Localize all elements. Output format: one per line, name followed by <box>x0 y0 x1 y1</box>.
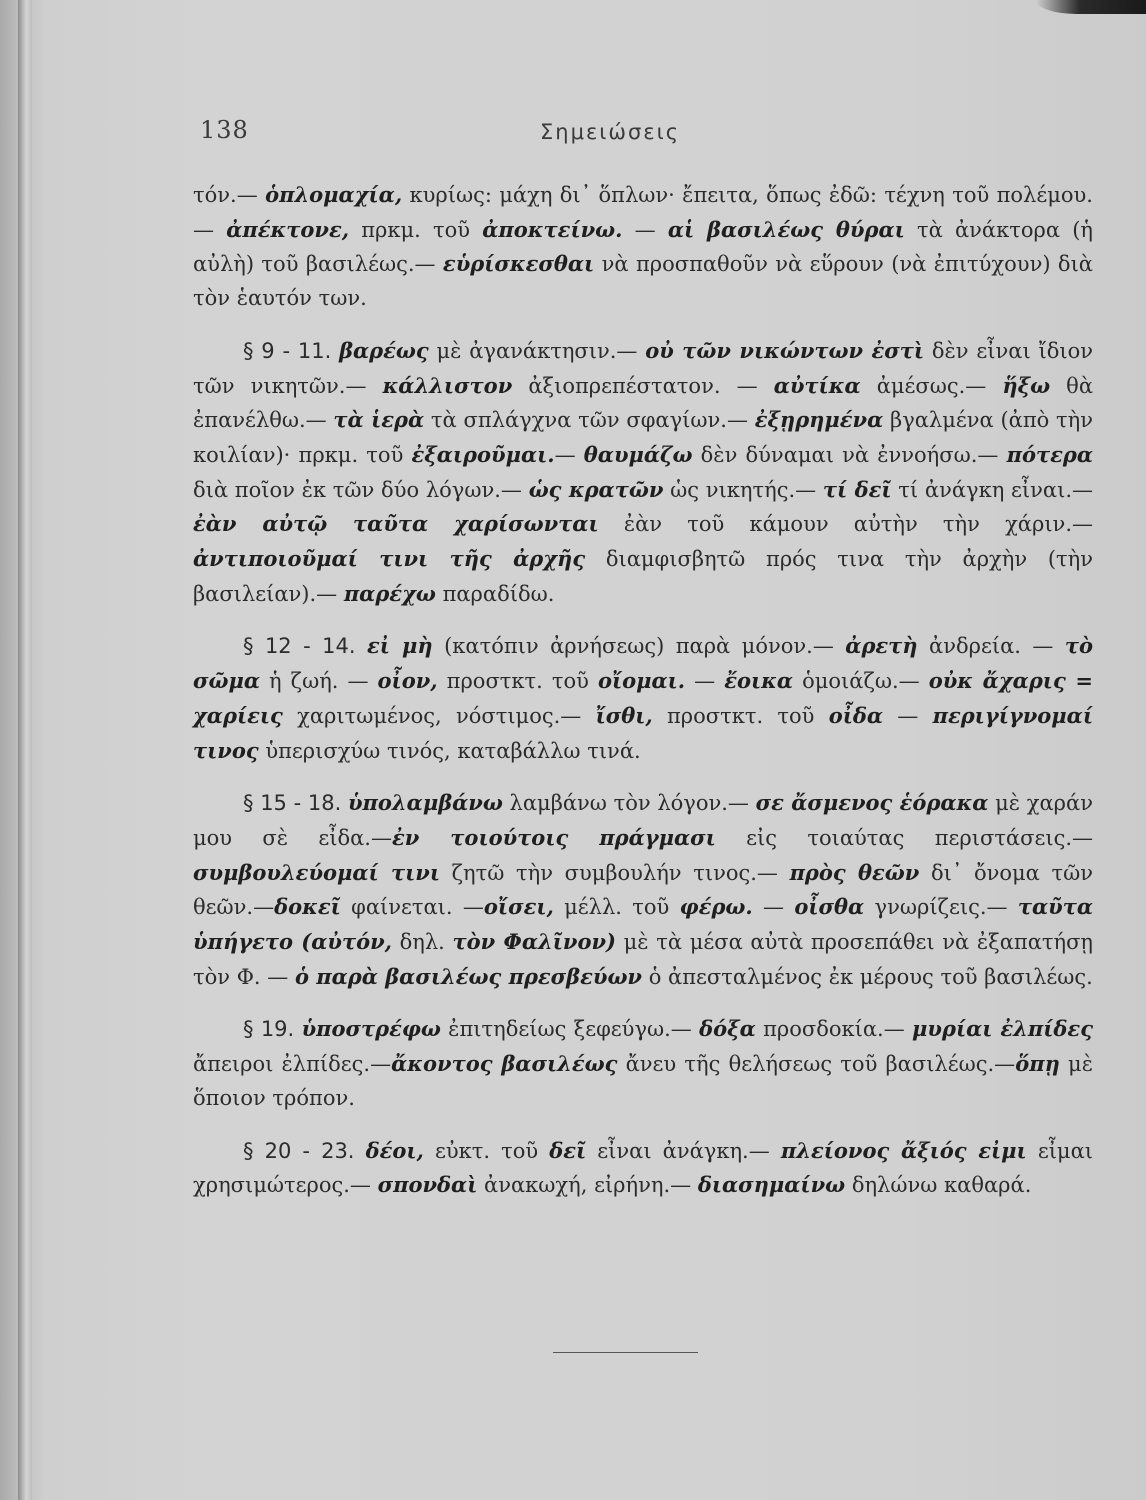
gloss-text: φαίνεται. — <box>340 895 484 920</box>
note-paragraph <box>193 1134 1093 1203</box>
note-paragraph <box>193 629 1093 768</box>
lemma: σε ἄσμενος ἑόρακα <box>755 790 989 816</box>
gloss-text: (κατόπιν ἀρνήσεως) παρὰ μόνον.— <box>432 634 846 659</box>
page-number: 138 <box>200 116 249 144</box>
gloss-text: ἀνακωχή, εἰρήνη.— <box>477 1173 698 1198</box>
lemma: ἥξω <box>1002 372 1051 398</box>
gloss-text: μὲ ὅποιον τρόπον. <box>193 1052 1093 1110</box>
lemma: τὸ σῶμα <box>193 633 1093 694</box>
section-label: § 19. <box>243 1017 295 1042</box>
lemma: ἴσθι, <box>595 702 653 728</box>
lemma: συμβουλεύομαί τινι <box>193 859 441 885</box>
gloss-text: εἶμαι χρησιμώτερος.— <box>193 1138 1093 1198</box>
gloss-text: εὐκτ. τοῦ <box>423 1138 550 1163</box>
lemma: ἐν τοιούτοις πράγμασι <box>391 824 716 850</box>
note-paragraph <box>193 786 1093 994</box>
gloss-text: ὁ ἀπεσταλμένος ἐκ μέρους τοῦ βασιλέως. <box>642 964 1093 989</box>
lemma: πότερα <box>1006 441 1093 467</box>
gloss-text: — <box>752 895 795 920</box>
section-label: § 15 - 18. <box>243 791 342 816</box>
gloss-text: προστκτ. τοῦ <box>652 703 829 728</box>
gloss-text: διὰ ποῖον ἐκ τῶν δύο λόγων.— <box>193 477 529 502</box>
gloss-text: ἐπιτηδείως ξεφεύγω.— <box>440 1017 700 1042</box>
gloss-text: προσδοκία.— <box>755 1017 913 1042</box>
gloss-text: παραδίδω. <box>435 581 555 606</box>
lemma: εἰ μὴ <box>367 633 433 659</box>
lemma: ἀποκτείνω. <box>482 216 623 242</box>
lemma: ὁπλομαχία, <box>265 182 403 207</box>
lemma: οἴομαι. <box>597 668 686 694</box>
page-binding-edge <box>18 0 32 1500</box>
page-header <box>0 116 1146 156</box>
end-rule <box>553 1352 698 1353</box>
lemma: ἔοικα <box>724 668 794 694</box>
lemma: ὑπολαμβάνω <box>347 790 503 816</box>
lemma: πρὸς θεῶν <box>789 859 920 885</box>
gloss-text: ἄπειροι ἐλπίδες.— <box>193 1052 392 1077</box>
lemma: τὰ ἱερὰ <box>333 407 425 433</box>
gloss-text: τὰ σπλάγχνα τῶν σφαγίων.— <box>424 408 755 433</box>
lemma: οἶσθα <box>794 894 865 920</box>
lemma: οὐκ ἄχαρις = χαρίεις <box>193 668 1094 728</box>
lemma: μυρίαι ἐλπίδες <box>912 1016 1093 1042</box>
gloss-text: πρκμ. τοῦ <box>349 217 483 242</box>
gloss-text: μὲ ἀγανάκτησιν.— <box>428 338 646 363</box>
gloss-text: νὰ προσπαθοῦν νὰ εὕρουν (νὰ ἐπιτύχουν) διὰ τὸν ἑαυτόν των. <box>193 252 1093 311</box>
section-label: § 12 - 14. <box>243 634 356 659</box>
lemma: περιγίγνομαί τινος <box>193 702 1094 763</box>
lemma: ὑποστρέφω <box>301 1016 441 1042</box>
gloss-text: ἐὰν τοῦ κάμουν αὐτὴν τὴν χάριν.— <box>598 512 1094 537</box>
lemma: αἱ βασιλέως θύραι <box>667 216 905 242</box>
lemma: δόξα <box>699 1016 756 1042</box>
lemma: ὁ παρὰ βασιλέως πρεσβεύων <box>294 963 643 989</box>
gloss-text: δὲν εἶναι ἴδιον τῶν νικητῶν.— <box>193 338 1093 398</box>
lemma: πλείονος ἄξιός εἰμι <box>780 1137 1027 1163</box>
lemma: σπονδαὶ <box>377 1172 478 1198</box>
gloss-text: μέλλ. τοῦ <box>553 895 680 920</box>
gloss-text: μὲ τὰ μέσα αὐτὰ προσεπάθει νὰ ἐξαπατήσῃ τὸν Φ. — <box>193 930 1093 989</box>
lemma: ἐξαιροῦμαι. <box>411 441 555 467</box>
gloss-text: ὑπερισχύω τινός, καταβάλλω τινά. <box>258 738 641 763</box>
lemma: δέοι, <box>365 1137 424 1163</box>
gloss-text: ἀξιοπρεπέστατον. — <box>512 373 774 398</box>
gloss-text: γνωρίζεις.— <box>864 895 1018 920</box>
gloss-text: μὲ χαράν μου σὲ εἶδα.— <box>193 791 1093 850</box>
note-paragraph <box>193 334 1093 612</box>
lemma: ἄκοντος βασιλέως <box>391 1051 618 1077</box>
gloss-text: — <box>685 669 725 694</box>
gloss-text: τί ἀνάγκη εἶναι.— <box>891 477 1093 502</box>
gloss-text: κυρίως: μάχη δι᾽ ὅπλων· ἔπειτα, ὅπως ἐδῶ: τέχνη τοῦ πολέμου.— <box>193 183 1093 242</box>
lemma: τὸν Φαλῖνον) <box>452 929 616 955</box>
lemma: οὐ τῶν νικώντων ἐστὶ <box>645 337 925 363</box>
gloss-text: ζητῶ τὴν συμβουλήν τινος.— <box>440 860 790 885</box>
lemma: εὑρίσκεσθαι <box>442 251 595 277</box>
lemma: ἀντιποιοῦμαί τινι τῆς ἀρχῆς <box>193 546 586 572</box>
gloss-text: δηλώνω καθαρά. <box>845 1173 1032 1198</box>
gloss-text: — <box>554 442 584 467</box>
lemma: οἶον, <box>377 668 438 694</box>
lemma: οἶδα <box>828 702 884 728</box>
lemma: φέρω. <box>679 894 753 920</box>
page-corner-shadow <box>1036 0 1146 14</box>
gloss-text: ἀμέσως.— <box>860 373 1003 398</box>
lemma: ἐὰν αὐτῷ ταῦτα χαρίσωνται <box>193 511 599 537</box>
lemma: ὅπῃ <box>1015 1051 1060 1077</box>
lemma: οἴσει, <box>483 894 554 920</box>
note-paragraph <box>193 1012 1093 1115</box>
gloss-text: τὰ ἀνάκτορα (ἡ αὐλὴ) τοῦ βασιλέως.— <box>193 217 1093 277</box>
lemma: ταῦτα ὑπήγετο (αὐτόν, <box>193 894 1093 955</box>
lemma: διασημαίνω <box>697 1172 846 1198</box>
gloss-text: προστκτ. τοῦ <box>437 669 598 694</box>
gloss-text: ἡ ζωή. — <box>260 669 378 694</box>
gloss-text: δηλ. <box>391 930 453 955</box>
lemma: ἀπέκτονε, <box>226 216 350 242</box>
gloss-text: ἀνδρεία. — <box>917 634 1065 659</box>
gloss-text: διαμφισβητῶ πρός τινα τὴν ἀρχὴν (τὴν βασιλείαν).— <box>193 547 1093 606</box>
gloss-text: χαριτωμένος, νόστιμος.— <box>282 703 596 728</box>
gloss-text: ἄνευ τῆς θελήσεως τοῦ βασιλέως.— <box>617 1052 1016 1077</box>
lemma: παρέχω <box>343 580 436 606</box>
gloss-text: — <box>622 217 668 242</box>
lemma: θαυμάζω <box>583 441 693 467</box>
lemma: αὐτίκα <box>773 372 861 398</box>
lemma: ἀρετὴ <box>845 633 918 659</box>
gloss-text: ὡς νικητής.— <box>663 477 823 502</box>
gloss-text: θὰ ἐπανέλθω.— <box>193 373 1093 433</box>
gloss-text: εἶναι ἀνάγκη.— <box>586 1138 781 1163</box>
section-label: § 20 - 23. <box>243 1138 355 1163</box>
notes-body <box>193 178 1093 1221</box>
note-paragraph <box>193 178 1093 316</box>
lemma: κάλλιστον <box>382 372 513 398</box>
gloss-text: ὁμοιάζω.— <box>793 669 929 694</box>
gloss-text: εἰς τοιαύτας περιστάσεις.— <box>715 825 1094 850</box>
gloss-text: λαμβάνω τὸν λόγον.— <box>502 791 756 816</box>
lemma: ἐξῃρημένα <box>754 407 884 433</box>
gloss-text: δὲν δύναμαι νὰ ἐννοήσω.— <box>692 442 1007 467</box>
lemma: δεῖ <box>549 1137 587 1163</box>
lemma: τί δεῖ <box>822 476 892 502</box>
gloss-text: δι᾽ ὄνομα τῶν θεῶν.— <box>193 860 1094 920</box>
lemma: δοκεῖ <box>274 894 341 920</box>
gloss-text: τόν.— <box>193 183 266 207</box>
lemma: ὡς κρατῶν <box>528 476 664 502</box>
gloss-text: — <box>883 703 933 728</box>
gloss-text: βγαλμένα (ἀπὸ τὴν κοιλίαν)· πρκμ. τοῦ <box>193 408 1094 467</box>
running-head: Σημειώσεις <box>540 120 681 144</box>
lemma: βαρέως <box>339 337 429 363</box>
section-label: § 9 - 11. <box>243 338 332 363</box>
